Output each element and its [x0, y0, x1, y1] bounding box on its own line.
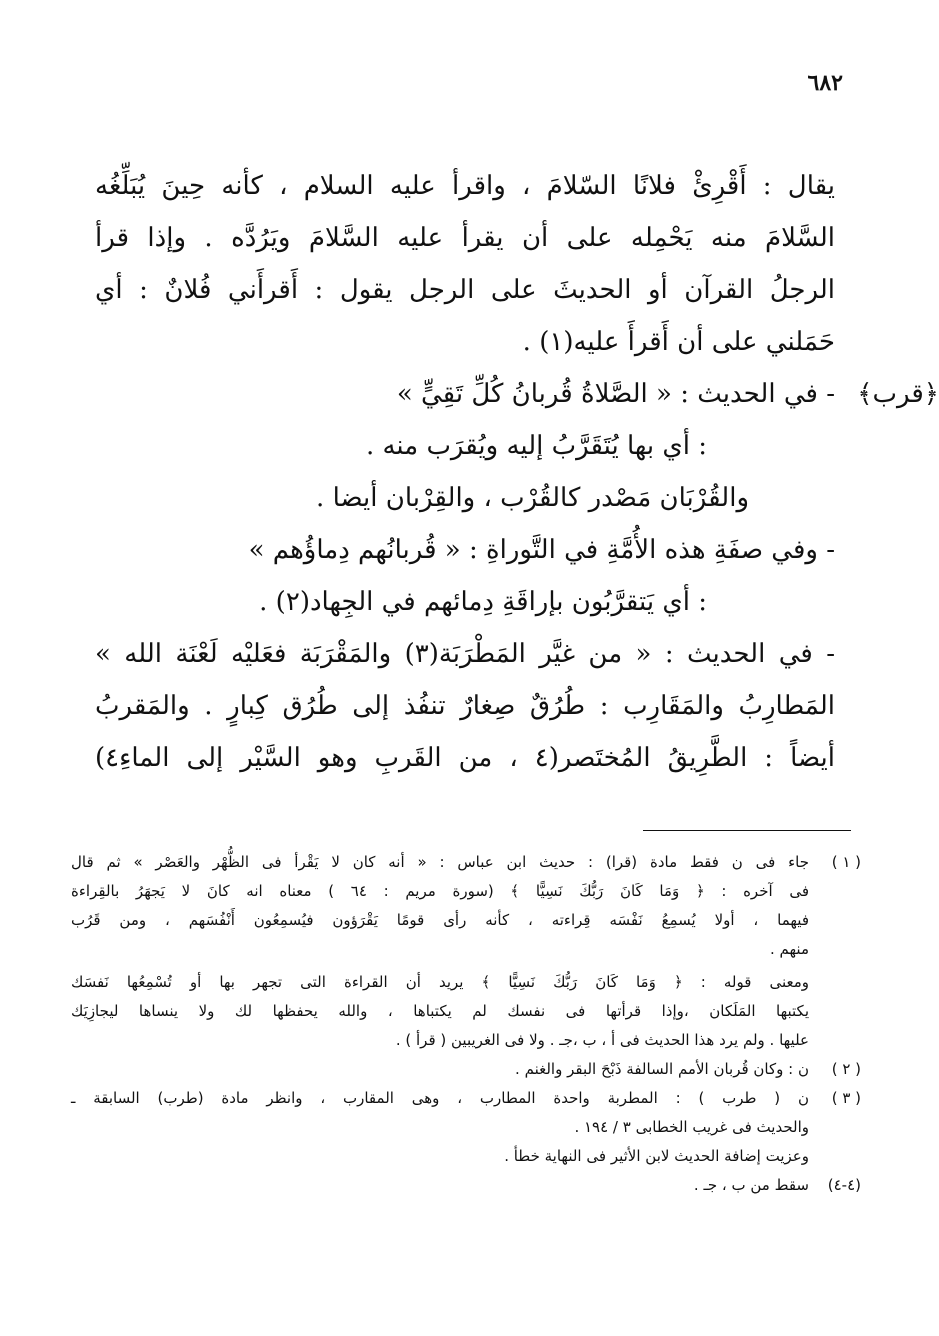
footnote-line: وعزيت إضافة الحديث لابن الأثير فى النهاية خطأ . [504, 1147, 809, 1165]
footnote-divider [643, 830, 851, 831]
text-line: : أي بها يُتَقَرَّبُ إليه ويُقرَب منه . [365, 431, 707, 461]
text-line: أيضاً : الطَّرِيقُ المُختَصر(٤ ، من القَربِ وهو السَّيْر إلى الماءِ٤) [95, 743, 835, 773]
footnote-number: ( ١ ) [831, 853, 861, 871]
hadith-line: - وفي صفَةِ هذه الأُمَّةِ في التَّوراةِ : « قُربانُهم دِماؤُهم » [248, 535, 835, 565]
footnote-line: منهم . [770, 940, 809, 958]
footnote-line: فيهما ، أولا يُسمِعُ نَفْسَه قِراءته ، كأنه رأى قومًا يَقْرَؤون فيُسمِعُون أَنْفُسَهم ، ومن قَرُب [71, 911, 809, 929]
footnote-2 [71, 1055, 861, 1084]
footnote-line: جاء فى ن فقط مادة (قرا) : حديث ابن عباس : « أنه كان لا يَقْرأ فى الظُّهْر والعَصْر » ثم قال [71, 853, 809, 871]
text-line: السَّلامَ منه يَحْمِله على أن يقرأ عليه السَّلامَ ويَرُدَّه . وإذا قرأ [95, 223, 835, 253]
text-line: يقال : أَقْرِئْ فلانًا السّلامَ ، واقرأ عليه السلام ، كأنه حِينَ يُبَلِّغُه [95, 171, 835, 201]
footnote-line: عليها . ولم يرد هذا الحديث فى أ ، ب ،جـ . ولا فى الغريبين ( قرأ ) . [395, 1031, 809, 1049]
footnote-4 [71, 1171, 861, 1200]
footnote-3 [71, 1084, 861, 1171]
footnote-line: فى آخره : ﴿ وَمَا كَانَ رَبُّكَ نَسِيًّا ﴾ (سورة مريم : ٦٤ ) معناه انه كانَ لا يَجهَرُ بالقِراءة [71, 882, 809, 900]
text-line: الرجلُ القرآن أو الحديثَ على الرجل يقول : أَقرأَني فُلانٌ : أي [95, 275, 835, 305]
footnote-line: ومعنى قوله : ﴿ وَمَا كَانَ رَبُّكَ نَسِيًّا ﴾ يريد أن القراءة التى تجهر بها أو تُسْمِعُها نَفسَك [71, 973, 809, 991]
footnote-line: سقط من ب ، جـ . [693, 1176, 809, 1194]
entry-row [95, 368, 939, 420]
footnote-line: يكتبها المَلَكان ،وإذا قرأتها فى نفسك لم يكتباها ، والله يحفظها لك ولا ينساها ليجازِيَك [71, 1002, 809, 1020]
text-line: المَطارِبُ والمَقَارِب : طُرُقٌ صِغارٌ تنفُذ إلى طُرُق كِبارٍ . والمَقربُ [95, 691, 835, 721]
footnote-line: والحديث فى غريب الخطابى ٣ / ١٩٤ . [574, 1118, 809, 1136]
text-line: : أي يَتقرَّبُون بإراقَةِ دِمائهم في الجِهاد(٢) . [259, 587, 707, 617]
main-text [95, 160, 939, 784]
text-line: حَمَلني على أن أَقرأَ عليه(١) . [522, 327, 835, 357]
footnote-number: ( ٢ ) [831, 1060, 861, 1078]
page-number: ٦٨٢ [807, 70, 843, 96]
footnote-number: ( ٣ ) [831, 1089, 861, 1107]
footnote-line: ن : وكان قُربان الأمم السالفة ذَبْحَ البقر والغنم . [515, 1060, 809, 1078]
footnote-line: ن ( طرب ) : المطربة واحدة المطارب ، وهى المقارب ، وانظر مادة (طرب) السابقة ـ [71, 1089, 809, 1107]
entry-word: ﴿قرب﴾ [857, 379, 939, 409]
text-line: والقُرْبَان مَصْدر كالقُرْب ، والقِرْبان أيضا . [316, 483, 749, 513]
footnotes [71, 848, 861, 1200]
footnote-number: (٤-٤) [827, 1176, 861, 1194]
footnote-1 [71, 848, 861, 1055]
hadith-line: - في الحديث : « من غيَّر المَطْرَبَة(٣) والمَقْرَبَة فعَليْه لَعْنَة الله » [95, 639, 835, 669]
hadith-line: - في الحديث : « الصَّلاةُ قُربانُ كُلِّ تَقِيٍّ » [396, 379, 835, 409]
